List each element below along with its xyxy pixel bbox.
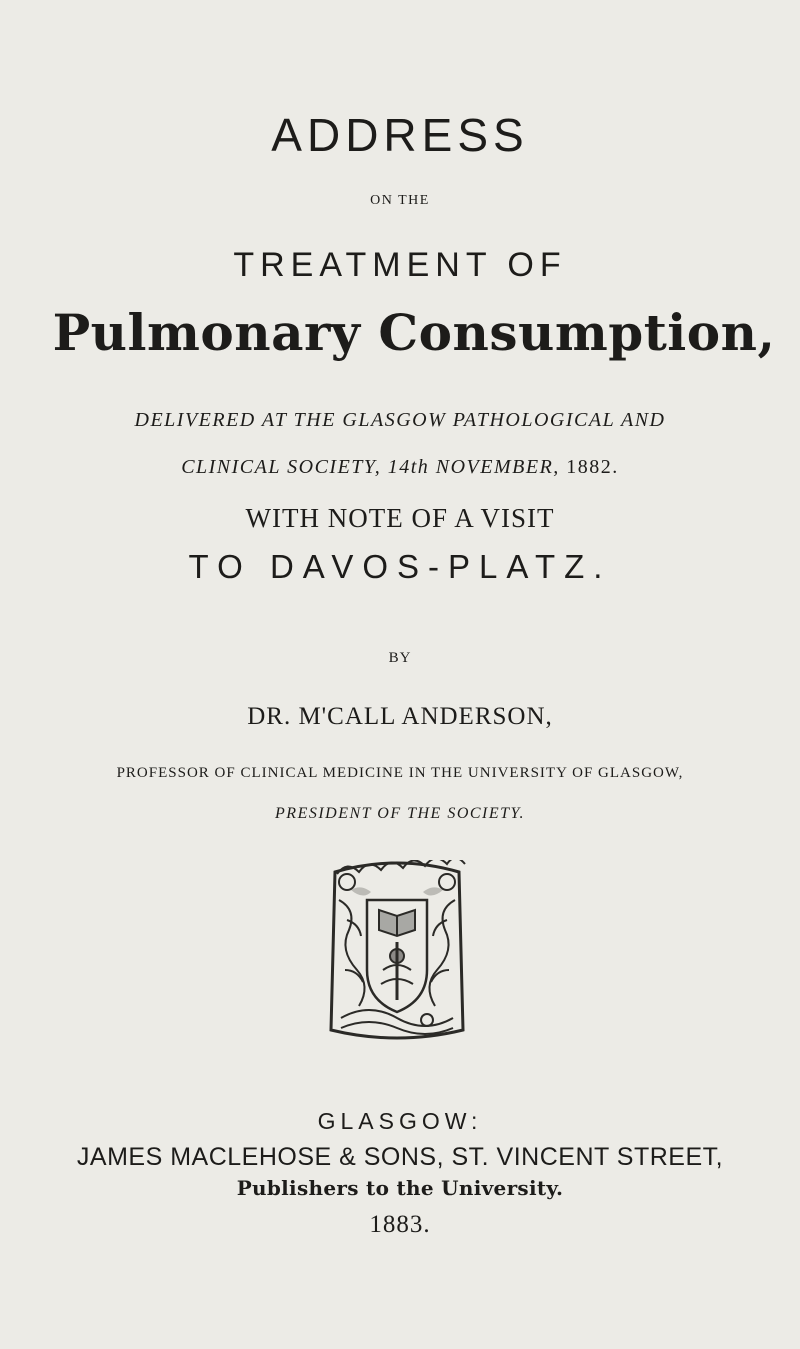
delivered-month: NOVEMBER,	[435, 456, 560, 478]
delivered-year: 1882.	[566, 456, 619, 478]
delivered-day: 14th	[387, 456, 430, 478]
subject-title: Pulmonary Consumption,	[52, 303, 776, 362]
imprint-publishers-to: Publishers to the University.	[236, 1176, 564, 1200]
university-seal-icon	[327, 860, 467, 1043]
delivered-society: CLINICAL SOCIETY,	[181, 456, 382, 478]
address-heading: ADDRESS	[271, 109, 529, 161]
author-name: DR. M'CALL ANDERSON,	[247, 703, 553, 730]
author-role: PRESIDENT OF THE SOCIETY.	[275, 805, 525, 822]
author-title: PROFESSOR OF CLINICAL MEDICINE IN THE UNIVERSITY OF GLASGOW,	[116, 765, 684, 781]
by-text: BY	[388, 650, 412, 666]
davos-platz-heading: TO DAVOS-PLATZ.	[188, 548, 612, 585]
delivered-line-1: DELIVERED AT THE GLASGOW PATHOLOGICAL AND	[134, 409, 666, 431]
imprint-city: GLASGOW:	[317, 1108, 483, 1134]
delivered-line-2	[0, 456, 800, 479]
treatment-of-heading: TREATMENT OF	[233, 246, 567, 284]
imprint-publisher: JAMES MACLEHOSE & SONS, ST. VINCENT STREET,	[76, 1143, 724, 1171]
on-the-text: ON THE	[370, 193, 430, 208]
imprint-year: 1883.	[369, 1211, 431, 1238]
with-note-text: WITH NOTE OF A VISIT	[245, 503, 555, 533]
